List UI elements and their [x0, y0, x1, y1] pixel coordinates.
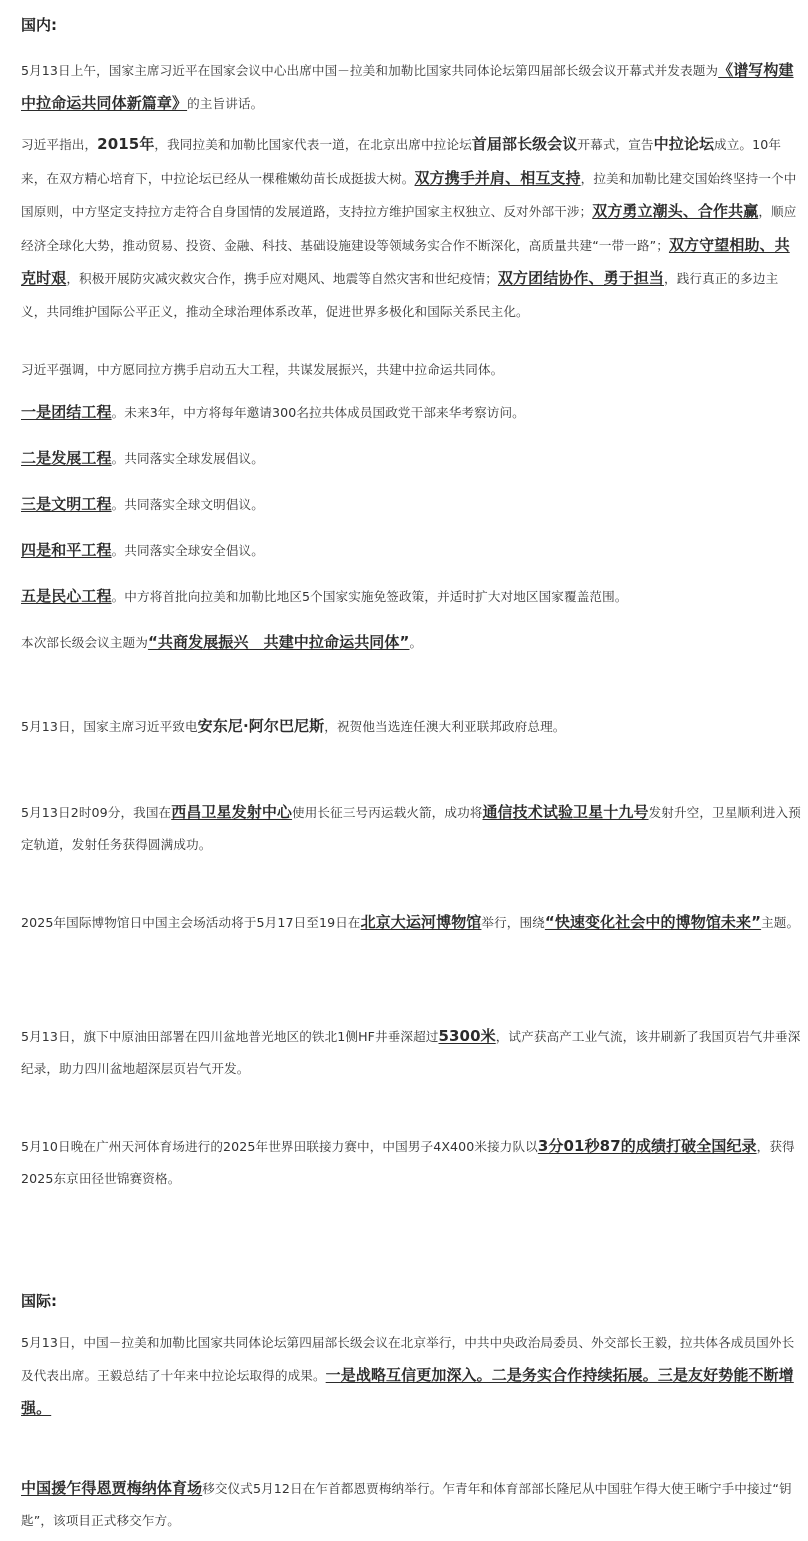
- project-item: 一是团结工程。未来3年，中方将每年邀请300名拉共体成员国政党干部来华考察访问。: [21, 403, 525, 421]
- highlight-win-win: 双方勇立潮头、合作共赢: [592, 202, 759, 220]
- news-item-forum-wangyi: 5月13日，中国－拉美和加勒比国家共同体论坛第四届部长级会议在北京举行，中共中央政治局委员、外交部长王毅，拉共体各成员国外长及代表出席。王毅总结了十年来中拉论坛取得的成果。一是战略互信更加深入。二是务实合作持续拓展。三是友好势能不断增强。: [21, 1335, 795, 1417]
- news-item-relay-record: 5月10日晚在广州天河体育场进行的2025年世界田联接力赛中，中国男子4X400米接力队以3分01秒87的成绩打破全国纪录，获得2025东京田径世锦赛资格。: [21, 1137, 795, 1186]
- paragraph-forum-speech: 5月13日上午，国家主席习近平在国家会议中心出席中国－拉美和加勒比国家共同体论坛第四届部长级会议开幕式并发表题为《谱写构建中拉命运共同体新篇章》的主旨讲话。: [21, 61, 794, 112]
- news-item-museum-day: 2025年国际博物馆日中国主会场活动将于5月17日至19日在北京大运河博物馆举行，围绕“快速变化社会中的博物馆未来”主题。: [21, 913, 800, 931]
- highlight-albanese: 安东尼·阿尔巴尼斯: [197, 717, 325, 735]
- news-item-shale-gas: 5月13日，旗下中原油田部署在四川盆地普光地区的铁北1侧HF井垂深超过5300米，试产获高产工业气流，该井刷新了我国页岩气井垂深纪录，助力四川盆地超深层页岩气开发。: [21, 1027, 801, 1076]
- highlight-2015: 2015年: [97, 135, 155, 153]
- project-item: 三是文明工程。共同落实全球文明倡议。: [21, 495, 264, 513]
- highlight-5300m: 5300米: [438, 1027, 496, 1045]
- highlight-forum: 中拉论坛: [653, 135, 715, 153]
- project-item: 四是和平工程。共同落实全球安全倡议。: [21, 541, 264, 559]
- highlight-canal-museum: 北京大运河博物馆: [360, 913, 482, 931]
- news-item-congratulation: 5月13日，国家主席习近平致电安东尼·阿尔巴尼斯，祝贺他当选连任澳大利亚联邦政府总理。: [21, 717, 566, 735]
- highlight-forum-achievements: 一是战略互信更加深入。二是务实合作持续拓展。三是友好势能不断增强。: [21, 1366, 794, 1417]
- highlight-help-each-other: 双方守望相助、共克时艰: [21, 235, 790, 287]
- international-heading: 国际:: [21, 1292, 57, 1310]
- highlight-relay-record: 3分01秒87的成绩打破全国纪录: [537, 1137, 757, 1155]
- paragraph-xi-remarks: 习近平指出，2015年，我同拉美和加勒比国家代表一道，在北京出席中拉论坛首届部长级会议开幕式，宣告中拉论坛成立。10年来，在双方精心培育下，中拉论坛已经从一棵稚嫩幼苗长成挺拔大树。双方携手并肩、相互支持，拉美和加勒比建交国始终坚持一个中国原则，中方坚定支持拉方走符合自身国情的发展道路，支持拉方维护国家主权独立、反对外部干涉；双方勇立潮头、合作共赢，顺应经济全球化大势，推动贸易、投资、金融、科技、基础设施建设等领域务实合作不断深化，高质量共建“一带一路”；双方守望相助、共克时艰，积极开展防灾减灾救灾合作，携手应对飓风、地震等自然灾害和世纪疫情；双方团结协作、勇于担当，践行真正的多边主义，共同维护国际公平正义，推动全球治理体系改革，促进世界多极化和国际关系民主化。: [21, 135, 797, 319]
- highlight-xichang-center: 西昌卫星发射中心: [171, 803, 293, 821]
- highlight-ndjamena-stadium: 中国援乍得恩贾梅纳体育场: [21, 1479, 203, 1497]
- project-item: 二是发展工程。共同落实全球发展倡议。: [21, 449, 264, 467]
- paragraph-meeting-theme: 本次部长级会议主题为“共商发展振兴 共建中拉命运共同体”。: [21, 633, 423, 651]
- highlight-museum-theme: “快速变化社会中的博物馆未来”: [544, 913, 762, 931]
- project-item: 五是民心工程。中方将首批向拉美和加勒比地区5个国家实施免签政策，并适时扩大对地区国家覆盖范围。: [21, 587, 628, 605]
- highlight-unity: 双方团结协作、勇于担当: [497, 269, 665, 287]
- news-item-chad-stadium: 中国援乍得恩贾梅纳体育场移交仪式5月12日在乍首都恩贾梅纳举行。乍青年和体育部部长隆尼从中国驻乍得大使王晰宁手中接过“钥匙”，该项目正式移交乍方。: [21, 1479, 792, 1528]
- highlight-mutual-support: 双方携手并肩、相互支持: [414, 168, 581, 187]
- highlight-satellite-19: 通信技术试验卫星十九号: [482, 803, 649, 821]
- paragraph-five-projects-intro: 习近平强调，中方愿同拉方携手启动五大工程，共谋发展振兴，共建中拉命运共同体。: [21, 362, 504, 377]
- meeting-theme-title: “共商发展振兴 共建中拉命运共同体”: [147, 633, 410, 651]
- speech-title: 《谱写构建中拉命运共同体新篇章》: [21, 61, 794, 112]
- highlight-first-ministerial: 首届部长级会议: [471, 135, 578, 153]
- domestic-heading: 国内:: [21, 16, 57, 34]
- news-item-satellite-launch: 5月13日2时09分，我国在西昌卫星发射中心使用长征三号丙运载火箭，成功将通信技术试验卫星十九号发射升空，卫星顺利进入预定轨道，发射任务获得圆满成功。: [21, 803, 801, 852]
